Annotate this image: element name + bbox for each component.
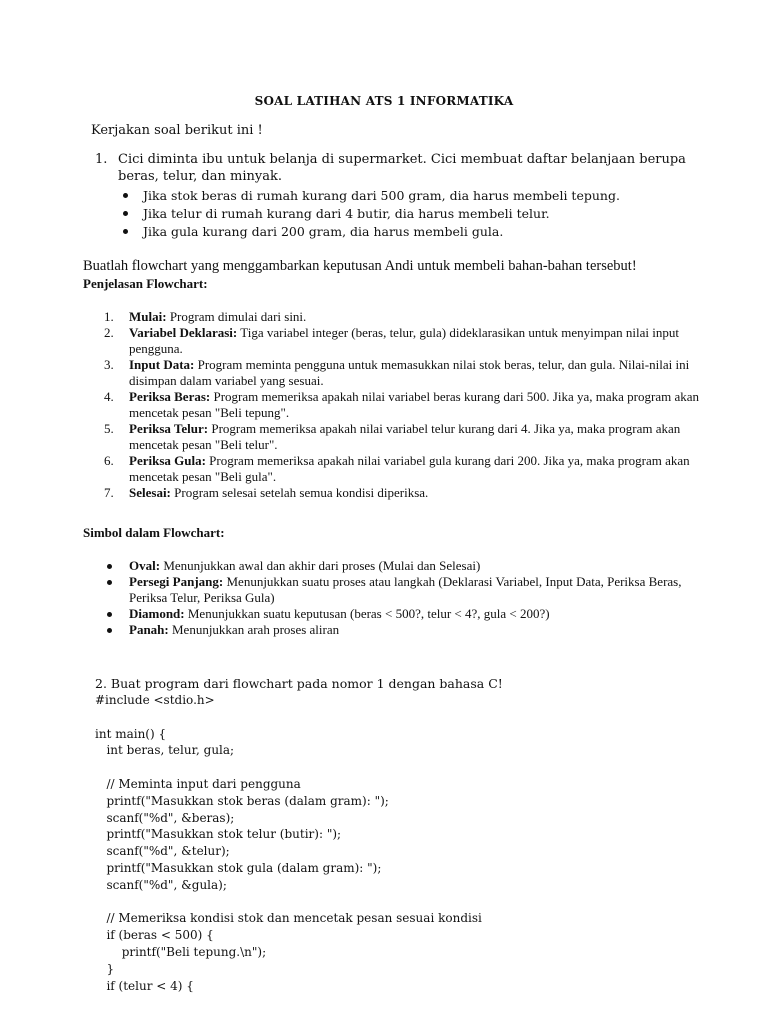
code-line: int beras, telur, gula; bbox=[95, 743, 235, 758]
step-text: Program memeriksa apakah nilai variabel beras kurang dari 500. Jika ya, maka program akan mencetak pesan "Beli tepung". bbox=[129, 389, 699, 420]
symbol-label: Oval: bbox=[129, 558, 161, 573]
code-line: printf("Masukkan stok gula (dalam gram): "); bbox=[95, 860, 382, 875]
step-number: 5. bbox=[104, 421, 114, 436]
list-item: Jika gula kurang dari 200 gram, dia harus membeli gula. bbox=[121, 223, 695, 241]
list-item bbox=[104, 309, 714, 325]
symbol-label: Diamond: bbox=[129, 606, 185, 621]
question-1-text: Cici diminta ibu untuk belanja di supermarket. Cici membuat daftar belanjaan berupa beras, telur, dan minyak. bbox=[118, 152, 686, 184]
step-text: Program dimulai dari sini. bbox=[166, 309, 307, 324]
flowchart-instruction: Buatlah flowchart yang menggambarkan keputusan Andi untuk membeli bahan-bahan tersebut! bbox=[83, 258, 637, 274]
symbol-text: Menunjukkan arah proses aliran bbox=[168, 622, 340, 637]
code-line: scanf("%d", &telur); bbox=[95, 844, 230, 859]
code-line: printf("Masukkan stok telur (butir): "); bbox=[95, 827, 342, 842]
list-item bbox=[104, 389, 714, 421]
step-label: Periksa Gula: bbox=[129, 453, 206, 468]
step-number: 7. bbox=[104, 485, 114, 500]
step-number: 6. bbox=[104, 453, 114, 468]
step-label: Periksa Telur: bbox=[129, 421, 209, 436]
list-item bbox=[104, 622, 694, 638]
step-number: 4. bbox=[104, 389, 114, 404]
list-item: Jika telur di rumah kurang dari 4 butir, dia harus membeli telur. bbox=[121, 205, 695, 223]
code-line: // Memeriksa kondisi stok dan mencetak pesan sesuai kondisi bbox=[95, 911, 482, 926]
step-number: 2. bbox=[104, 325, 114, 340]
simbol-heading: Simbol dalam Flowchart: bbox=[83, 525, 225, 540]
step-text: Program memeriksa apakah nilai variabel gula kurang dari 200. Jika ya, maka program akan mencetak pesan "Beli gula". bbox=[129, 453, 690, 484]
step-label: Variabel Deklarasi: bbox=[129, 325, 238, 340]
symbol-text: Menunjukkan suatu keputusan (beras < 500?, telur < 4?, gula < 200?) bbox=[184, 606, 550, 621]
intro-text: Kerjakan soal berikut ini ! bbox=[91, 123, 263, 138]
step-text: Program meminta pengguna untuk memasukkan nilai stok beras, telur, dan gula. Nilai-nilai ini disimpan dalam variabel yang sesuai. bbox=[129, 357, 690, 388]
symbol-label: Persegi Panjang: bbox=[129, 574, 224, 589]
code-line: scanf("%d", &gula); bbox=[95, 877, 227, 892]
question-2: 2. Buat program dari flowchart pada nomor 1 dengan bahasa C! bbox=[95, 676, 503, 691]
code-line: if (telur < 4) { bbox=[95, 978, 194, 993]
step-number: 1. bbox=[104, 309, 114, 324]
step-text: Program memeriksa apakah nilai variabel telur kurang dari 4. Jika ya, maka program akan mencetak pesan "Beli telur". bbox=[129, 421, 681, 452]
question-1-number: 1. bbox=[95, 152, 108, 167]
code-line: // Meminta input dari pengguna bbox=[95, 776, 301, 791]
code-line: scanf("%d", &beras); bbox=[95, 810, 235, 825]
list-item bbox=[104, 453, 714, 485]
flowchart-steps bbox=[104, 309, 714, 501]
symbol-text: Menunjukkan suatu proses atau langkah (Deklarasi Variabel, Input Data, Periksa Beras, Periksa Telur, Periksa Gula) bbox=[129, 574, 682, 605]
list-item: Jika stok beras di rumah kurang dari 500 gram, dia harus membeli tepung. bbox=[121, 187, 695, 205]
code-line: } bbox=[95, 961, 115, 976]
code-line: int main() { bbox=[95, 726, 167, 741]
list-item bbox=[104, 421, 714, 453]
step-number: 3. bbox=[104, 357, 114, 372]
list-item bbox=[104, 485, 714, 501]
step-label: Selesai: bbox=[129, 485, 171, 500]
step-label: Input Data: bbox=[129, 357, 195, 372]
list-item bbox=[104, 606, 694, 622]
code-line: printf("Masukkan stok beras (dalam gram): "); bbox=[95, 793, 389, 808]
list-item bbox=[104, 558, 694, 574]
list-item bbox=[104, 574, 694, 606]
question-1 bbox=[95, 151, 695, 241]
step-label: Periksa Beras: bbox=[129, 389, 211, 404]
flowchart-symbols bbox=[104, 558, 694, 638]
symbol-text: Menunjukkan awal dan akhir dari proses (Mulai dan Selesai) bbox=[160, 558, 481, 573]
step-label: Mulai: bbox=[129, 309, 167, 324]
list-item bbox=[104, 325, 714, 357]
list-item bbox=[104, 357, 714, 389]
question-1-bullets bbox=[95, 187, 695, 241]
penjelasan-heading: Penjelasan Flowchart: bbox=[83, 276, 208, 291]
step-text: Tiga variabel integer (beras, telur, gula) dideklarasikan untuk menyimpan nilai input pengguna. bbox=[129, 325, 679, 356]
symbol-label: Panah: bbox=[129, 622, 169, 637]
code-line: if (beras < 500) { bbox=[95, 928, 214, 943]
code-line: printf("Beli tepung.\n"); bbox=[95, 944, 267, 959]
document-title: SOAL LATIHAN ATS 1 INFORMATIKA bbox=[254, 94, 514, 108]
step-text: Program selesai setelah semua kondisi diperiksa. bbox=[170, 485, 429, 500]
code-block bbox=[95, 692, 482, 994]
code-line: #include <stdio.h> bbox=[95, 693, 215, 707]
